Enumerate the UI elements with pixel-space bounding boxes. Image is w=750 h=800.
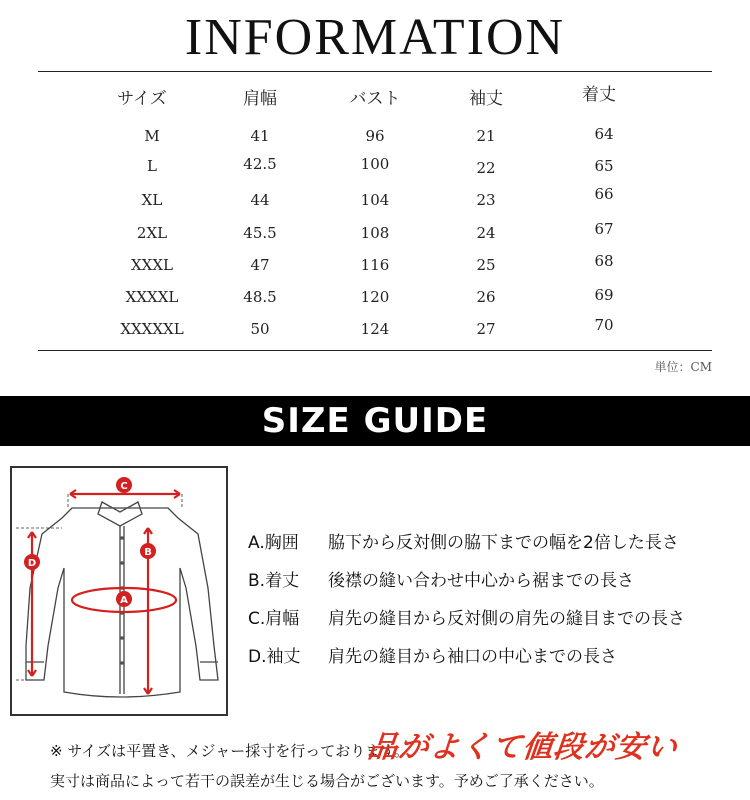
cell-length: 68	[594, 252, 614, 270]
definition-item	[248, 642, 617, 667]
cell-size: XXXXL	[125, 288, 179, 306]
size-guide-banner	[0, 396, 750, 446]
cell-bust: 108	[360, 224, 390, 242]
cell-sleeve: 24	[476, 224, 496, 242]
cell-length: 65	[594, 157, 614, 175]
cell-length: 69	[594, 286, 614, 304]
shirt-button	[120, 636, 124, 640]
cell-shoulder: 50	[250, 320, 270, 338]
shirt-button	[120, 536, 124, 540]
promo-slogan: 品がよくて値段が安い	[365, 730, 680, 765]
cell-sleeve: 21	[476, 127, 496, 145]
marker-d-label: D	[27, 558, 37, 569]
marker-c-label: C	[120, 481, 128, 492]
cell-bust: 124	[360, 320, 390, 338]
definition-text: 脇下から反対側の脇下までの幅を2倍した長さ	[328, 533, 679, 553]
cell-sleeve: 23	[476, 191, 496, 209]
definition-item	[248, 604, 685, 629]
definition-item	[248, 528, 679, 553]
definition-label: A.胸囲	[248, 533, 299, 553]
cell-length: 67	[594, 220, 614, 238]
cell-bust: 100	[360, 155, 390, 173]
cell-shoulder: 48.5	[243, 288, 277, 306]
definition-label: D.袖丈	[248, 647, 301, 667]
cell-bust: 120	[360, 288, 390, 306]
cell-length: 66	[594, 185, 614, 203]
note-line: 実寸は商品によって若干の誤差が生じる場合がございます。予めご了承ください。	[50, 772, 604, 790]
definition-label: B.着丈	[248, 571, 300, 591]
cell-bust: 104	[360, 191, 390, 209]
cell-bust: 96	[365, 127, 385, 145]
shirt-illustration	[12, 468, 226, 714]
page-title: INFORMATION	[184, 9, 566, 66]
column-header-length: 着丈	[582, 85, 616, 105]
shirt-button	[120, 561, 124, 565]
cell-size: M	[144, 127, 160, 145]
marker-a-label: A	[120, 595, 128, 606]
cell-size: L	[147, 157, 157, 175]
column-header-shoulder: 肩幅	[243, 89, 277, 109]
cell-shoulder: 47	[250, 256, 270, 274]
cell-sleeve: 22	[476, 159, 496, 177]
definition-text: 後襟の縫い合わせ中心から裾までの長さ	[328, 571, 634, 591]
definition-label: C.肩幅	[248, 609, 300, 629]
note-line: ※ サイズは平置き、メジャー採寸を行っております。	[50, 742, 410, 760]
definition-item	[248, 566, 634, 591]
cell-shoulder: 42.5	[243, 155, 277, 173]
cell-size: XL	[141, 191, 163, 209]
table-top-rule	[38, 71, 712, 72]
cell-bust: 116	[360, 256, 390, 274]
size-guide-heading: SIZE GUIDE	[261, 401, 489, 441]
definition-text: 肩先の縫目から反対側の肩先の縫目までの長さ	[328, 609, 685, 629]
column-header-bust: バスト	[349, 89, 401, 109]
shirt-diagram	[10, 466, 228, 716]
marker-b-label: B	[144, 547, 152, 558]
cell-sleeve: 25	[476, 256, 496, 274]
cell-size: XXXL	[131, 256, 173, 274]
table-bottom-rule	[38, 350, 712, 351]
cell-sleeve: 26	[476, 288, 496, 306]
definition-text: 肩先の縫目から袖口の中心までの長さ	[328, 647, 617, 667]
cell-length: 64	[594, 125, 614, 143]
cell-size: XXXXXL	[120, 320, 184, 338]
column-header-size: サイズ	[117, 89, 167, 109]
unit-label: 単位：CM	[654, 360, 712, 374]
cell-length: 70	[594, 316, 614, 334]
cell-shoulder: 41	[250, 127, 270, 145]
cell-size: 2XL	[136, 224, 168, 242]
shirt-collar	[98, 502, 142, 526]
cell-shoulder: 44	[250, 191, 270, 209]
cell-sleeve: 27	[476, 320, 496, 338]
cell-shoulder: 45.5	[243, 224, 277, 242]
column-header-sleeve: 袖丈	[469, 89, 503, 109]
shirt-button	[120, 661, 124, 665]
